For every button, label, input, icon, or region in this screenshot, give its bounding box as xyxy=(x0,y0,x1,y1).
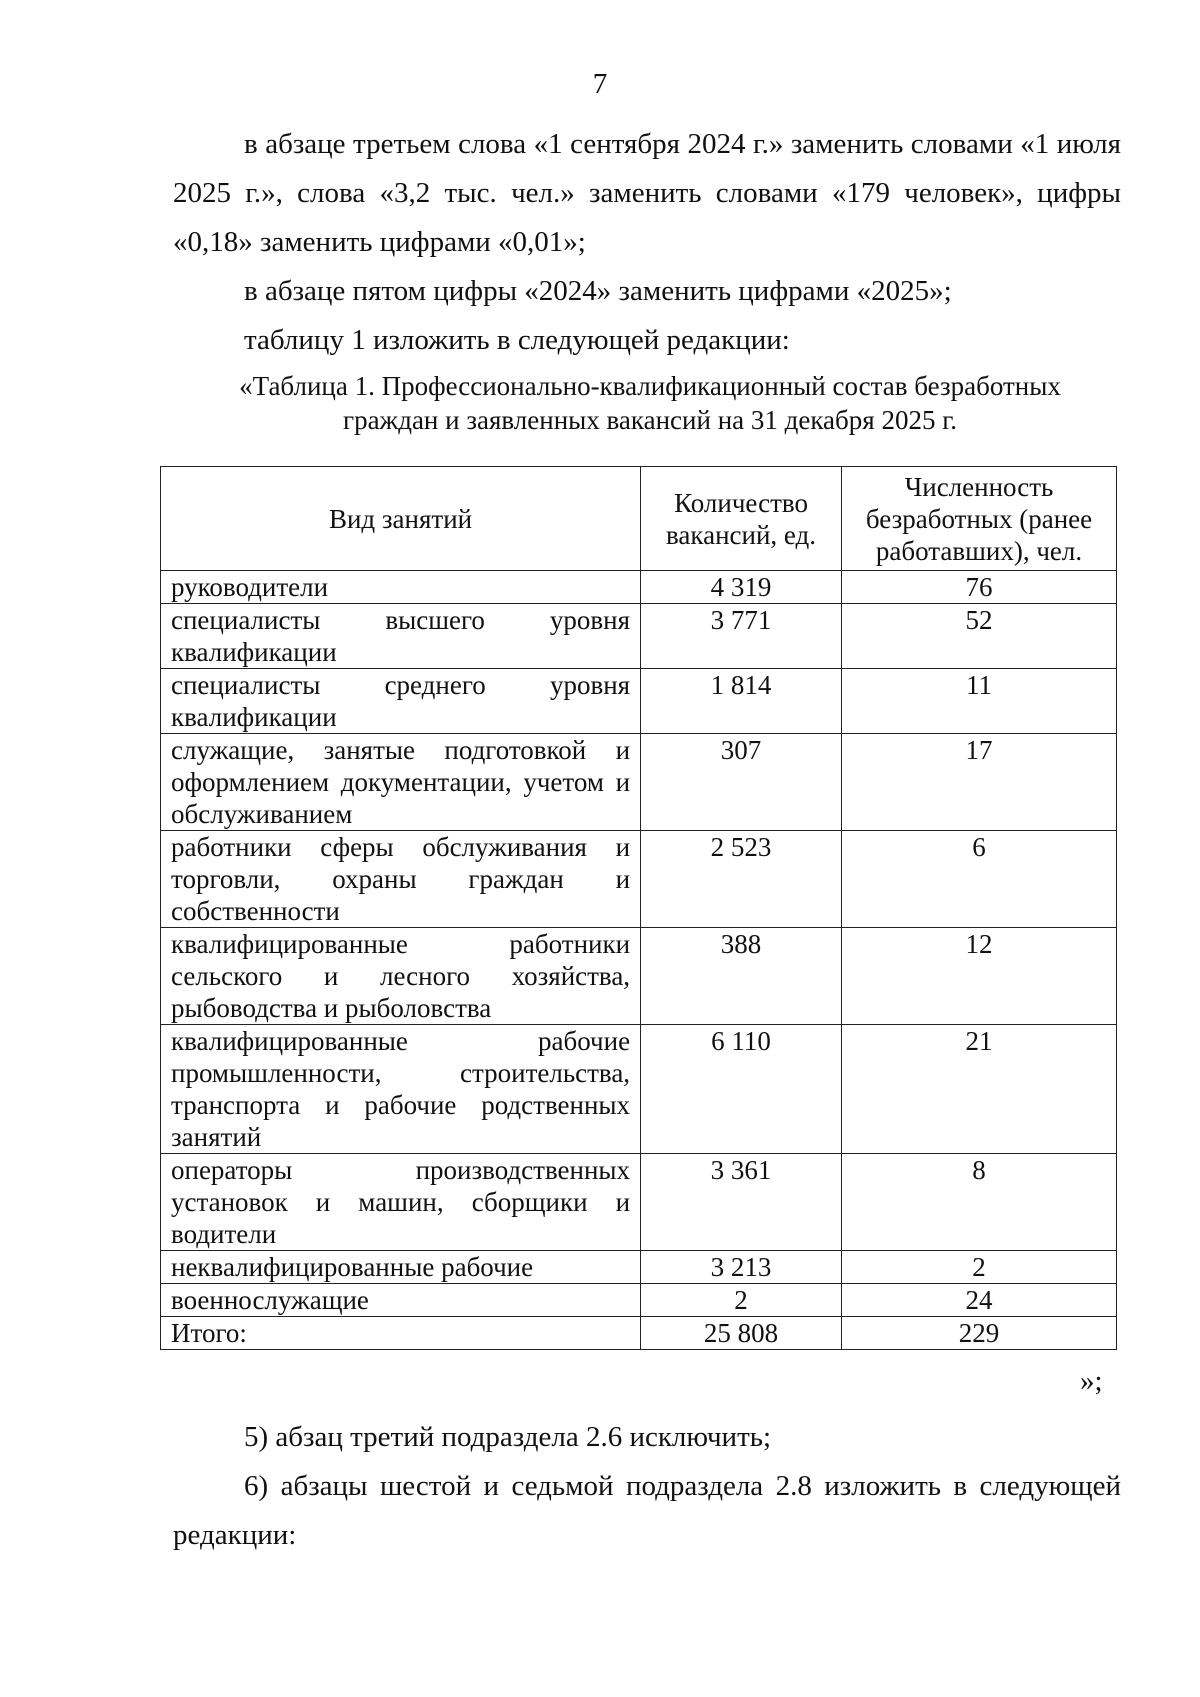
cell-vacancies: 2 xyxy=(641,1284,842,1317)
cell-unemployed: 76 xyxy=(842,571,1117,604)
cell-vacancies: 1 814 xyxy=(641,669,842,734)
table-row xyxy=(161,1154,1117,1251)
table-header-row xyxy=(161,467,1117,571)
paragraph-item-6: 6) абзацы шестой и седьмой подраздела 2.8 изложить в следующей редакции: xyxy=(173,1470,1121,1551)
closing-quote: »; xyxy=(1080,1365,1103,1397)
table-caption xyxy=(150,369,1150,437)
cell-vacancies: 2 523 xyxy=(641,831,842,928)
cell-occupation: операторы производственных установок и машин, сборщики и водители xyxy=(161,1154,641,1251)
table-row xyxy=(161,1251,1117,1284)
cell-vacancies: 6 110 xyxy=(641,1025,842,1154)
table-row xyxy=(161,1025,1117,1154)
cell-vacancies: 3 361 xyxy=(641,1154,842,1251)
cell-vacancies: 3 213 xyxy=(641,1251,842,1284)
cell-unemployed: 52 xyxy=(842,604,1117,669)
page-number: 7 xyxy=(592,68,608,100)
header-occupation: Вид занятий xyxy=(161,467,641,571)
table-total-row xyxy=(161,1317,1117,1350)
cell-unemployed: 8 xyxy=(842,1154,1117,1251)
cell-vacancies: 4 319 xyxy=(641,571,842,604)
cell-occupation: специалисты среднего уровня квалификации xyxy=(161,669,641,734)
cell-occupation: военнослужащие xyxy=(161,1284,641,1317)
table-caption-line-1: «Таблица 1. Профессионально-квалификационный состав безработных xyxy=(239,371,1061,401)
table-row xyxy=(161,571,1117,604)
occupation-table xyxy=(160,466,1117,1350)
cell-total-label: Итого: xyxy=(161,1317,641,1350)
cell-vacancies: 388 xyxy=(641,928,842,1025)
cell-unemployed: 17 xyxy=(842,734,1117,831)
table-row xyxy=(161,1284,1117,1317)
header-unemployed: Численность безработных (ранее работавших), чел. xyxy=(842,467,1117,571)
paragraph-item-5: 5) абзац третий подраздела 2.6 исключить; xyxy=(244,1421,772,1453)
cell-occupation: квалифицированные рабочие промышленности, строительства, транспорта и рабочие родственных занятий xyxy=(161,1025,641,1154)
table-caption-line-2: граждан и заявленных вакансий на 31 декабря 2025 г. xyxy=(343,405,957,435)
cell-occupation: руководители xyxy=(161,571,641,604)
cell-vacancies: 3 771 xyxy=(641,604,842,669)
cell-occupation: специалисты высшего уровня квалификации xyxy=(161,604,641,669)
table-row xyxy=(161,604,1117,669)
cell-unemployed: 11 xyxy=(842,669,1117,734)
cell-unemployed: 12 xyxy=(842,928,1117,1025)
paragraph-abzac-5: в абзаце пятом цифры «2024» заменить цифрами «2025»; xyxy=(244,275,952,307)
cell-occupation: работники сферы обслуживания и торговли, охраны граждан и собственности xyxy=(161,831,641,928)
cell-occupation: неквалифицированные рабочие xyxy=(161,1251,641,1284)
cell-unemployed: 24 xyxy=(842,1284,1117,1317)
cell-total-unemployed: 229 xyxy=(842,1317,1117,1350)
table-row xyxy=(161,928,1117,1025)
cell-vacancies: 307 xyxy=(641,734,842,831)
cell-occupation: служащие, занятые подготовкой и оформлением документации, учетом и обслуживанием xyxy=(161,734,641,831)
cell-unemployed: 2 xyxy=(842,1251,1117,1284)
cell-occupation: квалифицированные работники сельского и лесного хозяйства, рыбоводства и рыболовства xyxy=(161,928,641,1025)
paragraph-table-intro: таблицу 1 изложить в следующей редакции: xyxy=(244,324,790,356)
cell-unemployed: 6 xyxy=(842,831,1117,928)
table-row xyxy=(161,831,1117,928)
cell-total-vacancies: 25 808 xyxy=(641,1317,842,1350)
table-row xyxy=(161,734,1117,831)
table-row xyxy=(161,669,1117,734)
header-vacancies: Количество вакансий, ед. xyxy=(641,467,842,571)
cell-unemployed: 21 xyxy=(842,1025,1117,1154)
paragraph-abzac-3: в абзаце третьем слова «1 сентября 2024 г.» заменить словами «1 июля 2025 г.», слова «3,2 тыс. чел.» заменить словами «179 человек», цифры «0,18» заменить цифрами «0,01»; xyxy=(173,128,1121,258)
